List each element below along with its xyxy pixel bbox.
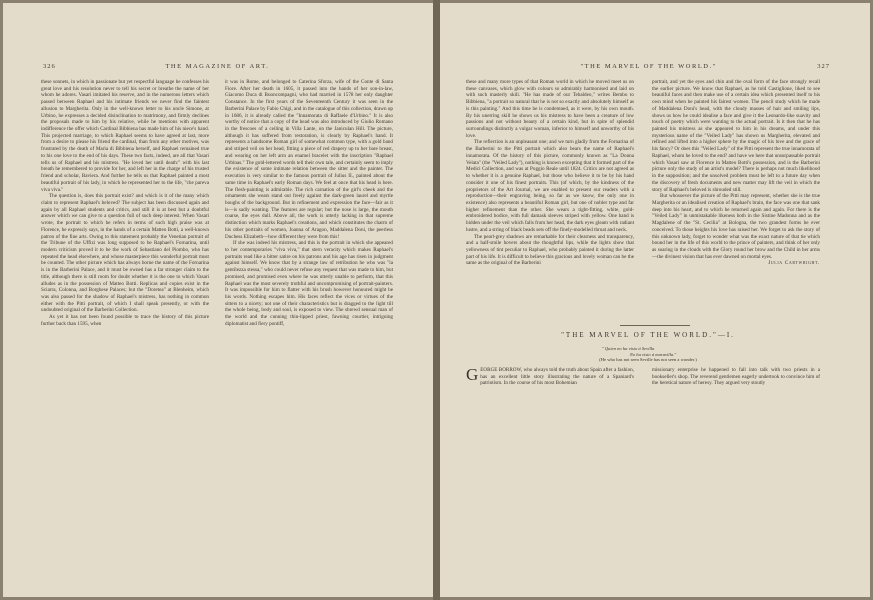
epigraph-translation: (He who has not seen Seville has not seen a wonder.) [599,357,697,363]
left-running-head [43,63,393,71]
right-running-head [466,63,830,71]
article-title: "THE MARVEL OF THE WORLD."—I. [561,331,735,339]
book-gutter [433,0,440,600]
right-page [440,3,870,597]
paragraph: But whosoever the picture of the Pitti may represent, whether she is the true Margherita or an idealised creation of Raphael's brain, the face was one that sank deep into his heart, and to which he returned again and again. For there is the "Veiled Lady" in unmistakable likeness both in the Sistine Madonna and as the Magdalene of the "St. Cecilia" at Bologna, the two grandest forms he ever conceived. To those heights his love has raised her. We forget to ask the story of this unknown lady, forget to wonder what was the exact nature of that tie which bound her in the life of this world to the prince of painters, and think of her only as soaring in the clouds with the Glory round her brow and the Child in her arms—the divinest vision that has ever dawned on mortal eyes. [652,193,820,260]
right-running-title: "THE MARVEL OF THE WORLD." [580,63,717,70]
paragraph: portrait, and yet the eyes and chin and the oval form of the face strongly recall the earlier picture. We know that Raphael, as he told Castiglione, liked to see beautiful faces and then make use of a certain idea which presented itself to his own mind when he painted his fairest women. The pencil study which he made of Maddalena Doni's head, with the cloudy masses of hair and smiling lips, shows us how he could idealise a face and give it the Leonardo-like suavity and touch of poetry which were wanting to the actual portrait. Is it then that he has painted his mistress as she appeared to him in his dreams, and under this mysterious name of the "Veiled Lady" has shown us Margherita, elevated and refined and lifted into a higher sphere by the magic of his love and the grace of his fancy? Or does this "Veiled Lady" of the Pitti represent the true innamorata of Raphael, whom he loved to the end? and have we here that unsurpassable portrait which Vasari saw at Florence in Matteo Botti's possession, and is the Barberini picture only the study of an artist's model? There is perhaps not much likelihood in the supposition; and the unsolved problem must be left to a future day when the discovery of fresh documents and new matter may lift the veil in which the story of Raphael's beloved is shrouded still. [652,79,820,193]
right-page-number: 327 [817,63,830,70]
paragraph: The question is, does this portrait exist? and which is it of the many which claim to represent Raphael's beloved? The subject has been discussed again and again by all Raphael students and critics, and still it is at best but a doubtful answer which we can give to a question full of such deep interest. When Vasari wrote, the portrait to which he refers in terms of such high praise was at Florence, he expressly says, in the hands of a certain Matteo Botti, a well-known patron of the fine arts. Owing to this statement probably the Venetian portrait of the Tribune of the Uffizi was long supposed to be Raphael's Fornarina, until modern criticism proved it to be the work of Sebastiano del Piombo, who has repeated the head elsewhere, and whose masterpiece this wonderful portrait must be counted. The other picture which has always borne the name of the Fornarina is in the Barberini Palace, and it must be owned has a far stronger claim to the title, although there is still room for doubt whether it is the one to which Vasari alludes as in the possession of Matteo Botti. Replicas and copies exist in the Sciarra, Colonna, and Borghese Palaces; but the "Doretea" at Blenheim, which was also passed for the shadow of Raphael's mistress, has nothing in common either with the Pitti portrait, of which I shall speak presently, or with the undoubted original of the Barberini Collection. [41,193,209,314]
drop-cap: G [466,367,479,384]
left-page [3,3,433,597]
paragraph: these and many more types of that Roman world in which he moved meet us on these canvases, which glow with colours so admirably harmonised and laid on with such masterly skill. "He has made of our Tebaldeo," writes Bembo to Bibbiena, "a portrait so natural that he is not so exactly and absolutely himself as is this painting." And this time he is condemned, as it were, by his own mouth. By his unerring skill he shows us his mistress to have been a creature of low passions and not without beauty of a certain kind, but in spite of splendid surroundings distinctly a vulgar woman, inferior to himself and unworthy of his love. [466,79,634,139]
paragraph: The pearl-grey shadows are remarkable for their clearness and transparency, and a half-smile hovers about the thoughtful lips, while the lights show that yellowness of tint peculiar to Raphael, who probably painted it during the latter part of his life. It is difficult to believe this gracious and lovely woman can be the same as the original of the Barberini [466,233,634,267]
left-page-number: 326 [43,63,56,70]
epigraph-line: No ha visto á maravilla." [629,351,677,357]
paragraph: The reflection is an unpleasant one; and we turn gladly from the Fornarina of the Barberini to the Pitti portrait which also bears the name of Raphael's innamorata. Of the history of this picture, commonly known as "La Donna Velata" (the "Veiled Lady"), nothing is known excepting that it formed part of the Medici Collection, and was at Poggio Reale until 1824. Critics are not agreed as to whether it is a genuine Raphael, but those who believe it to be by his hand consider it one of his finest portraits. This (of which, by the kindness of the proprietors of the Art Journal, we are enabled to present our readers with a reproduction—their engraving being, so far as we know, the only one in existence) also represents a beautiful Roman girl, but one of nobler type and far higher refinement than the other. She wears a tight-fitting, white, gold-embroidered bodice, with full damask sleeves striped with yellow. One hand is hidden under the veil which falls from her head, the dark eyes gleam with radiant lustre, and a string of black beads sets off the finely-modelled throat and neck. [466,139,634,233]
left-running-title: THE MAGAZINE OF ART. [165,63,270,70]
right-column-1 [466,79,634,307]
article-column-2 [652,367,820,425]
epigraph [466,346,830,363]
left-column-2 [225,79,393,531]
paragraph: these sonnets, in which in passionate but yet respectful language he confesses his great love and his resolution never to tell his secret or breathe the name of her whom he adores. Vasari imitated his reserve, and in the numerous letters which passed between Raphael and his intimate friends we never find the faintest allusion to Margherita. Only in the well-known letter to his uncle Simone, at Urbino, he expresses a decided disinclination to matrimony, and firmly declines the proposals made to him by his relative, while he mentions with apparent indifference the offer which Cardinal Bibbiena has made him of his niece's hand. This projected marriage, to which Raphael seems to have agreed at last, more from a desire to please his friend the cardinal, than from any other motives, was frustrated by the death of Maria di Bibbiena herself, and Raphael remained true to his one love to the end of his days. These two facts, indeed, are all that Vasari tells us of Raphael and his mistress. "He loved her until death:" with his last breath he remembered to provide for her, and left her in the charge of his trusted friend and scholar, Baviera. And further he tells us that Raphael painted a most beautiful portrait of his lady, in which he represented her to the life, "che pareva viva viva." [41,79,209,193]
article-continuation: missionary enterprise he happened to fall into talk with two priests in a bookseller's shop. The reverend gentlemen eagerly undertook to convince him of the heretical nature of heresy. They argued very stoutly [652,367,820,387]
paragraph: it was in Rome, and belonged to Caterina Sforza, wife of the Conte di Santa Fiore. After her death in 1605, it passed into the hands of her son-in-law, Giacomo Duca di Buoncompagni, who had married in 1578 her only daughter Constance. In the first years of the Seventeenth Century it was seen in the Barberini Palace by Fabio Chigi, and in the catalogue of this collection, drawn up in 1686, it is already called the "Innamorata di Raffaele d'Urbino." It is also worthy of notice that a copy of the head was also introduced by Giulio Romano in the frescoes of a ceiling in Villa Lante, on the Janiculan Hill. The picture, although it has suffered from restoration, is clearly by Raphael's hand. It represents a handsome Roman girl of somewhat common type, with a gold band and striped veil on her head, fitting a piece of red drapery up to her bare breast, and wearing on her left arm an enamel bracelet with the inscription "Raphael Urbinas." The gold-lettered words tell their own tale, and certainly seem to imply the existence of some intimate relation between the sitter and the painter. The execution is very similar to the famous portrait of Julius II., painted about the same time in Raphael's early Roman days. We feel at once that his head is here. The flesh-painting is admirable. The rich carnation of the girl's cheek and the ornaments she wears stand out freely against the dark-green laurel and myrtle boughs of the background. But in refinement and expression the face—fair as it is—is sadly wanting. The features are regular; but the nose is large, the mouth coarse, the eyes dull. Above all, the work is utterly lacking in that supreme distinction which marks Raphael's creations, and which constitutes the charm of his other portraits of women, Joanna of Aragon, Maddalena Doni, the peerless Duchess Elizabeth—how different they were from this! [225,79,393,240]
epigraph-line: " Quien no ha visto á Sevilla [601,346,655,351]
paragraph: As yet it has not been found possible to trace the history of this picture further back than 1595, when [41,314,209,327]
paragraph: If she was indeed his mistress, and this is the portrait in which she appeared to her contemporaries "viva viva," that stern veracity which makes Raphael's portraits read like a bitter satire on his patrons and his age has risen in judgment against himself. We know that by a strange law of retribution he who was "la gentilezza stessa," who could never refuse any request that was made to him, but promised, and promised even where he was utterly unable to perform, that this Raphael was the most severely truthful and uncompromising of portrait-painters. It was impossible for him to flatter with his brush however honoured might be his words. Nothing escapes him. His faces reflect the vices or virtues of the sitters to a nicety; not one of their characteristics but is dragged to the light till the whole being, body and soul, is exposed to view. The shrewd sensual man of the world and the cunning thin-lipped priest, fawning courtier, intriguing diplomatist and fiery pontiff, [225,240,393,327]
author-signature: Julia Cartwright. [768,260,820,267]
article-opening: EORGE BORROW, who always told the truth about Spain after a fashion, has an excellent little story illustrating the nature of a Spaniard's patriotism. In the course of his most Bohemian [480,367,634,387]
article-column-1 [466,367,634,425]
left-column-1 [41,79,209,531]
section-rule [620,325,690,326]
right-column-2 [652,79,820,361]
